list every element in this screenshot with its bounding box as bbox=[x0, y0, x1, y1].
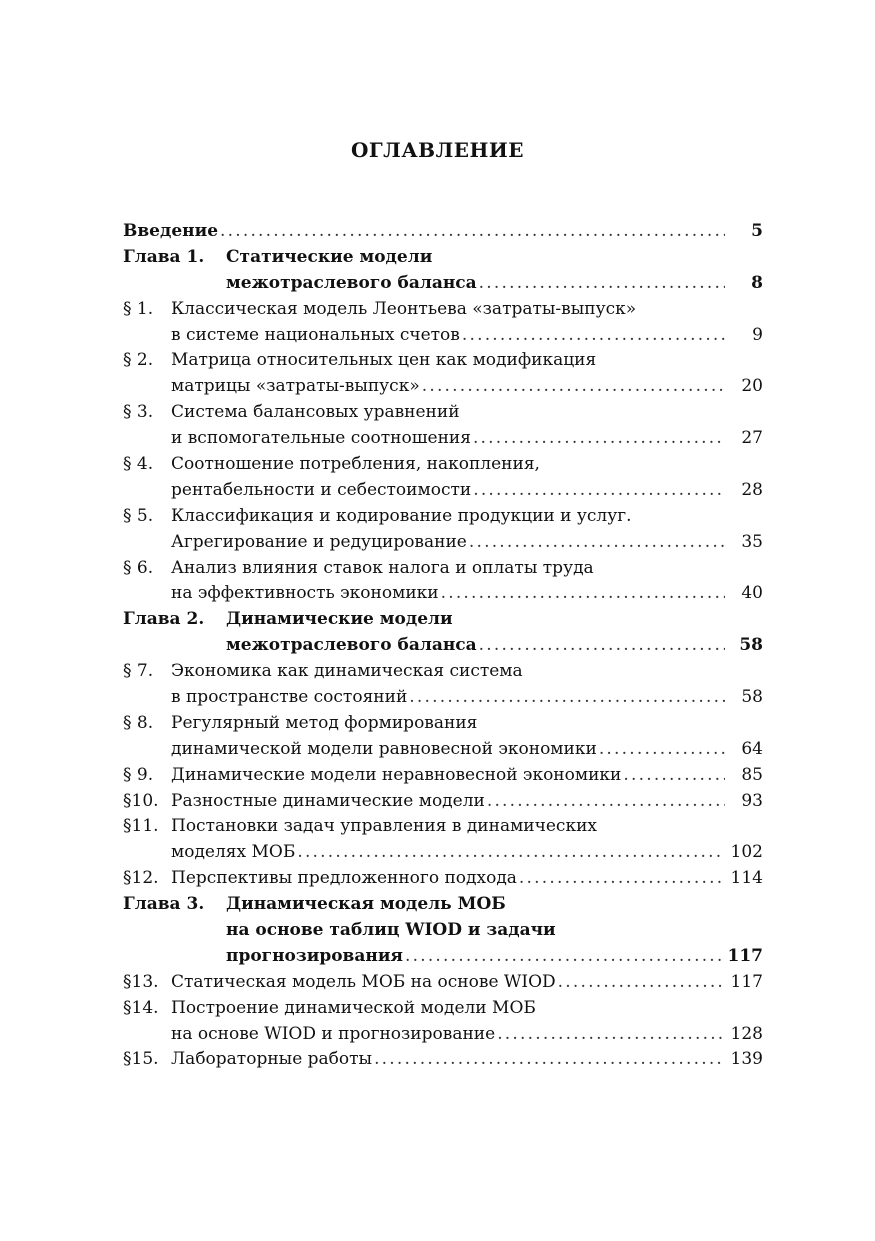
dot-leader bbox=[623, 763, 725, 789]
entry-title: Матрица относительных цен как модификация bbox=[171, 350, 597, 371]
toc-section[interactable] bbox=[123, 504, 763, 556]
entry-number: §10. bbox=[123, 790, 159, 811]
entry-title: Агрегирование и редуцирование bbox=[171, 531, 467, 552]
entry-title: Классическая модель Леонтьева «затраты-выпуск» bbox=[171, 298, 637, 319]
dot-leader bbox=[558, 970, 725, 996]
toc-section[interactable] bbox=[123, 789, 763, 815]
toc-chapter[interactable] bbox=[123, 892, 763, 970]
entry-number: Глава 3. bbox=[123, 894, 205, 915]
dot-leader bbox=[479, 271, 725, 297]
entry-title: межотраслевого баланса bbox=[226, 635, 477, 656]
dot-leader bbox=[374, 1047, 725, 1073]
toc-section[interactable] bbox=[123, 659, 763, 711]
toc-line bbox=[123, 348, 763, 374]
toc-line bbox=[123, 737, 763, 763]
entry-number: § 7. bbox=[123, 661, 154, 682]
dot-leader bbox=[441, 581, 725, 607]
toc-line bbox=[123, 271, 763, 297]
entry-title: Лабораторные работы bbox=[171, 1049, 373, 1070]
toc-line bbox=[123, 245, 763, 271]
table-of-contents bbox=[123, 219, 763, 1073]
toc-line bbox=[123, 789, 763, 815]
entry-title: Динамические модели неравновесной экономики bbox=[171, 764, 622, 785]
page-number: 58 bbox=[739, 635, 763, 656]
toc-section[interactable] bbox=[123, 866, 763, 892]
toc-section[interactable] bbox=[123, 996, 763, 1048]
toc-line bbox=[123, 530, 763, 556]
entry-title: Динамическая модель МОБ bbox=[226, 894, 506, 915]
page-number: 64 bbox=[741, 738, 763, 759]
entry-number: Глава 1. bbox=[123, 246, 205, 267]
entry-title: Постановки задач управления в динамических bbox=[171, 816, 597, 837]
entry-number: §13. bbox=[123, 971, 159, 992]
dot-leader bbox=[473, 478, 725, 504]
entry-number: §15. bbox=[123, 1049, 159, 1070]
entry-number: § 4. bbox=[123, 454, 154, 474]
entry-title: прогнозирования bbox=[226, 945, 403, 966]
page-title: ОГЛАВЛЕНИЕ bbox=[350, 138, 525, 162]
entry-number: § 8. bbox=[123, 712, 154, 733]
dot-leader bbox=[422, 374, 725, 400]
toc-line bbox=[123, 840, 763, 866]
dot-leader bbox=[497, 1022, 725, 1048]
entry-title: межотраслевого баланса bbox=[226, 272, 477, 293]
toc-intro[interactable] bbox=[123, 219, 763, 245]
toc-line bbox=[123, 866, 763, 892]
page-number: 114 bbox=[730, 868, 763, 889]
toc-line bbox=[123, 581, 763, 607]
entry-number: §11. bbox=[123, 816, 159, 837]
page-number: 139 bbox=[730, 1049, 763, 1070]
dot-leader bbox=[297, 840, 725, 866]
entry-number: §12. bbox=[123, 868, 159, 889]
toc-section[interactable] bbox=[123, 814, 763, 866]
toc-line bbox=[123, 219, 763, 245]
entry-number: § 2. bbox=[123, 350, 154, 371]
entry-title: на основе WIOD и прогнозирование bbox=[171, 1023, 496, 1044]
entry-title: Система балансовых уравнений bbox=[171, 402, 460, 423]
page-number: 9 bbox=[752, 324, 763, 345]
toc-section[interactable] bbox=[123, 970, 763, 996]
toc-line bbox=[123, 918, 763, 944]
page-number: 58 bbox=[741, 687, 763, 708]
page-number: 117 bbox=[727, 945, 763, 966]
entry-title: матрицы «затраты-выпуск» bbox=[171, 376, 420, 397]
toc-line bbox=[123, 814, 763, 840]
entry-title: в системе национальных счетов bbox=[171, 324, 460, 345]
toc-line bbox=[123, 633, 763, 659]
entry-number: § 1. bbox=[123, 298, 154, 319]
page-number: 85 bbox=[741, 764, 763, 785]
toc-line bbox=[123, 1048, 763, 1074]
dot-leader bbox=[473, 426, 725, 452]
dot-leader bbox=[220, 219, 725, 245]
toc-line bbox=[123, 763, 763, 789]
toc-line bbox=[123, 374, 763, 400]
toc-line bbox=[123, 400, 763, 426]
toc-section[interactable] bbox=[123, 556, 763, 608]
dot-leader bbox=[469, 530, 725, 556]
dot-leader bbox=[409, 685, 725, 711]
entry-title: на основе таблиц WIOD и задачи bbox=[226, 920, 556, 941]
entry-number: Глава 2. bbox=[123, 609, 205, 630]
toc-line bbox=[123, 323, 763, 349]
entry-title: Экономика как динамическая система bbox=[171, 661, 523, 682]
page-number: 117 bbox=[730, 971, 763, 992]
toc-line bbox=[123, 556, 763, 582]
entry-title: Статические модели bbox=[226, 246, 433, 267]
toc-section[interactable] bbox=[123, 348, 763, 400]
toc-section[interactable] bbox=[123, 400, 763, 452]
toc-section[interactable] bbox=[123, 1048, 763, 1074]
toc-line bbox=[123, 659, 763, 685]
toc-line bbox=[123, 607, 763, 633]
toc-line bbox=[123, 297, 763, 323]
page-number: 102 bbox=[730, 842, 763, 863]
page-number: 20 bbox=[741, 376, 763, 397]
toc-line bbox=[123, 478, 763, 504]
entry-title: Перспективы предложенного подхода bbox=[171, 868, 517, 889]
entry-title: Построение динамической модели МОБ bbox=[171, 997, 536, 1018]
entry-title: Разностные динамические модели bbox=[171, 790, 485, 811]
entry-title: динамической модели равновесной экономики bbox=[171, 738, 597, 759]
entry-title: Статическая модель МОБ на основе WIOD bbox=[171, 971, 556, 992]
toc-section[interactable] bbox=[123, 297, 763, 349]
entry-title: на эффективность экономики bbox=[171, 583, 439, 604]
toc-line bbox=[123, 944, 763, 970]
page-number: 128 bbox=[730, 1023, 763, 1044]
toc-line bbox=[123, 685, 763, 711]
entry-title: Введение bbox=[123, 220, 219, 241]
page-number: 8 bbox=[751, 272, 763, 293]
entry-number: §14. bbox=[123, 997, 159, 1018]
toc-section[interactable] bbox=[123, 452, 763, 504]
dot-leader bbox=[487, 789, 725, 815]
page-number: 40 bbox=[741, 583, 763, 604]
entry-title: и вспомогательные соотношения bbox=[171, 428, 471, 449]
toc-line bbox=[123, 452, 763, 478]
page-number: 35 bbox=[741, 531, 763, 552]
dot-leader bbox=[519, 866, 725, 892]
entry-number: § 5. bbox=[123, 505, 154, 526]
entry-number: § 9. bbox=[123, 764, 154, 785]
dot-leader bbox=[405, 944, 724, 970]
entry-title: моделях МОБ bbox=[171, 842, 296, 863]
toc-chapter[interactable] bbox=[123, 245, 763, 297]
toc-section[interactable] bbox=[123, 763, 763, 789]
toc-line bbox=[123, 1022, 763, 1048]
entry-title: Динамические модели bbox=[226, 609, 453, 630]
toc-line bbox=[123, 892, 763, 918]
entry-title: Анализ влияния ставок налога и оплаты труда bbox=[171, 557, 594, 578]
page-number: 28 bbox=[741, 479, 763, 500]
entry-title: Регулярный метод формирования bbox=[171, 712, 478, 733]
toc-line bbox=[123, 996, 763, 1022]
toc-line bbox=[123, 711, 763, 737]
page-number: 5 bbox=[751, 220, 763, 241]
page-number: 27 bbox=[741, 428, 763, 449]
entry-number: § 3. bbox=[123, 402, 154, 423]
toc-line bbox=[123, 426, 763, 452]
toc-chapter[interactable] bbox=[123, 607, 763, 659]
entry-title: Соотношение потребления, накопления, bbox=[171, 454, 540, 474]
entry-title: в пространстве состояний bbox=[171, 687, 408, 708]
dot-leader bbox=[462, 323, 725, 349]
toc-line bbox=[123, 970, 763, 996]
entry-title: Классификация и кодирование продукции и услуг. bbox=[171, 505, 632, 526]
page-number: 93 bbox=[741, 790, 763, 811]
dot-leader bbox=[599, 737, 725, 763]
entry-title: рентабельности и себестоимости bbox=[171, 479, 472, 500]
toc-section[interactable] bbox=[123, 711, 763, 763]
entry-number: § 6. bbox=[123, 557, 154, 578]
dot-leader bbox=[479, 633, 725, 659]
toc-line bbox=[123, 504, 763, 530]
